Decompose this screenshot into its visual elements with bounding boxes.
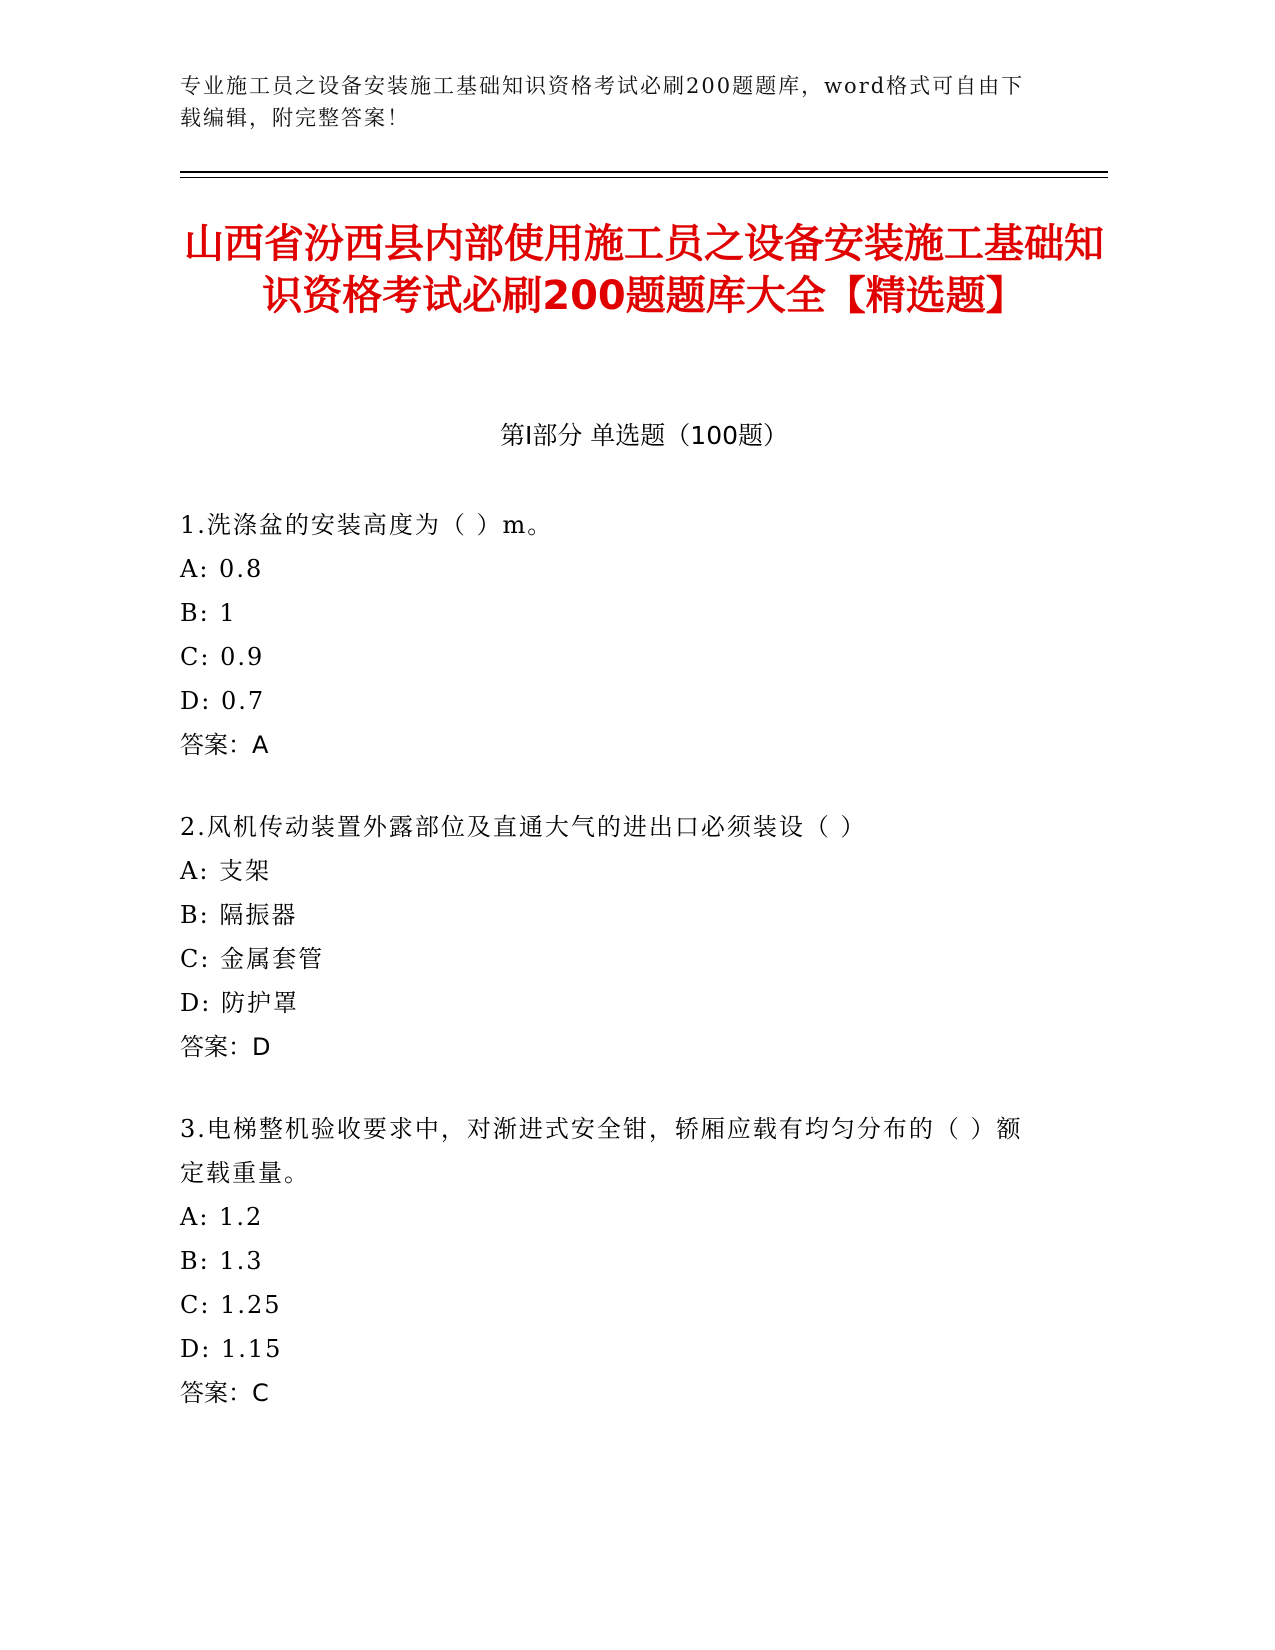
question-stem: 1.洗涤盆的安装高度为（ ）m。 bbox=[180, 511, 554, 539]
header-rule-thick bbox=[180, 171, 1108, 173]
option-b: B: 1 bbox=[180, 599, 237, 627]
option-a: A: 1.2 bbox=[180, 1203, 264, 1231]
question-1 bbox=[180, 503, 1040, 767]
option-d: D: 防护罩 bbox=[180, 989, 299, 1017]
option-c: C: 1.25 bbox=[180, 1291, 282, 1319]
header-rule-thin bbox=[180, 177, 1108, 178]
document-title: 山西省汾西县内部使用施工员之设备安装施工基础知识资格考试必刷200题题库大全【精选题】 bbox=[184, 221, 1104, 319]
option-a: A: 支架 bbox=[180, 857, 272, 885]
option-b: B: 隔振器 bbox=[180, 901, 298, 929]
option-c: C: 金属套管 bbox=[180, 945, 325, 973]
answer-label: 答案：A bbox=[180, 731, 269, 759]
option-c: C: 0.9 bbox=[180, 643, 265, 671]
answer-label: 答案：D bbox=[180, 1033, 271, 1061]
question-3 bbox=[180, 1107, 1040, 1415]
question-2 bbox=[180, 805, 1040, 1069]
question-list bbox=[180, 503, 1040, 1453]
question-stem: 2.风机传动装置外露部位及直通大气的进出口必须装设（ ） bbox=[180, 813, 867, 841]
option-d: D: 0.7 bbox=[180, 687, 266, 715]
option-d: D: 1.15 bbox=[180, 1335, 283, 1363]
section-title: 第Ⅰ部分 单选题（100题） bbox=[499, 421, 789, 450]
answer-label: 答案：C bbox=[180, 1379, 269, 1407]
question-stem: 3.电梯整机验收要求中，对渐进式安全钳，轿厢应载有均匀分布的（ ）额定载重量。 bbox=[180, 1115, 1023, 1187]
option-b: B: 1.3 bbox=[180, 1247, 264, 1275]
header-note: 专业施工员之设备安装施工基础知识资格考试必刷200题题库，word格式可自由下载编辑，附完整答案！ bbox=[180, 74, 1025, 130]
option-a: A: 0.8 bbox=[180, 555, 264, 583]
